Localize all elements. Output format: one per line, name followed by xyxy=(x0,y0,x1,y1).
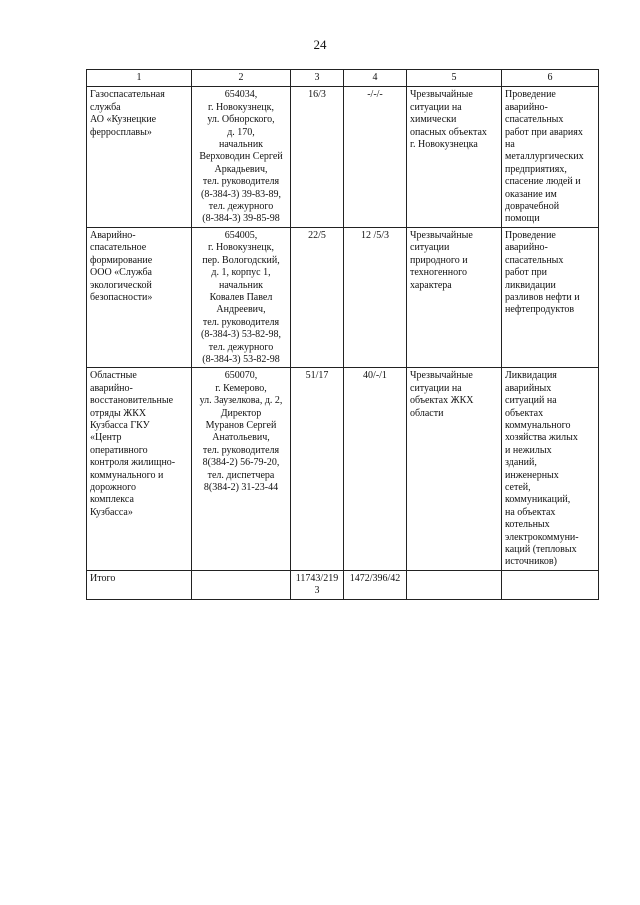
cell-text-line: 654005, xyxy=(224,229,258,241)
cell-text-line: Проведение xyxy=(505,229,556,241)
header-cell-1: 1 xyxy=(87,70,192,87)
cell-text-line: объектах xyxy=(505,407,544,419)
cell-text-line: хозяйства жилых xyxy=(505,432,578,444)
unit-name-cell xyxy=(87,227,192,367)
header-cell-2: 2 xyxy=(192,70,291,87)
total-label-cell: Итого xyxy=(87,570,192,599)
header-cell-6: 6 xyxy=(502,70,599,87)
cell-text-line: ООО «Служба xyxy=(90,267,152,279)
cell-text-line: аварийно- xyxy=(90,382,133,394)
cell-text-line: тел. руководителя xyxy=(202,316,280,328)
total-col4-cell: 1472/396/42 xyxy=(344,570,407,599)
cell-text-line: природного и xyxy=(410,254,468,266)
header-cell-3: 3 xyxy=(291,70,344,87)
cell-text-line: Ликвидация xyxy=(505,370,557,382)
cell-text-line: ситуации xyxy=(410,242,450,254)
col3-cell: 22/5 xyxy=(291,227,344,367)
col3-cell: 16/3 xyxy=(291,87,344,227)
cell-text-line: нефтепродуктов xyxy=(505,304,575,316)
cell-text-line: 8(384-2) 56-79-20, xyxy=(202,457,280,469)
page-number: 24 xyxy=(313,37,327,52)
cell-text-line: 650070, xyxy=(224,370,258,382)
table-row xyxy=(87,227,599,367)
cell-text-line: разливов нефти и xyxy=(505,291,580,303)
cell-text-line: Кузбасса ГКУ xyxy=(90,419,150,431)
cell-text-line: г. Новокузнецка xyxy=(410,139,478,151)
cell-text-line: служба xyxy=(90,101,121,113)
cell-text-line: ситуаций на xyxy=(505,395,557,407)
cell-text-line: Директор xyxy=(220,407,262,419)
cell-text-line: объектах ЖКХ xyxy=(410,395,474,407)
cell-text-line: электрокоммуни- xyxy=(505,531,579,543)
total-empty-cell xyxy=(502,570,599,599)
unit-name-cell xyxy=(87,87,192,227)
cell-text-line: отряды ЖКХ xyxy=(90,407,147,419)
cell-text-line: Анатольевич, xyxy=(212,432,270,444)
cell-text-line: Чрезвычайные xyxy=(410,370,473,382)
cell-text-line: контроля жилищно- xyxy=(90,457,176,469)
cell-text-line: д. 170, xyxy=(227,126,255,138)
cell-text-line: химически xyxy=(410,114,457,126)
cell-text-line: источников) xyxy=(505,556,557,568)
cell-text-line: области xyxy=(410,407,444,419)
cell-text-line: дорожного xyxy=(90,482,136,493)
cell-text-line: спасательное xyxy=(90,242,147,254)
address-contacts-cell xyxy=(192,227,291,367)
cell-text-line: спасение людей и xyxy=(505,176,581,188)
cell-text-line: г. Новокузнецк, xyxy=(207,242,274,254)
col4-cell: 12 /5/3 xyxy=(344,227,407,367)
cell-text-line: ситуации на xyxy=(410,382,462,394)
cell-text-line: Аварийно- xyxy=(90,229,136,241)
address-contacts-cell xyxy=(192,87,291,227)
cell-text-line: пер. Вологодский, xyxy=(202,254,280,266)
cell-text-line: Чрезвычайные xyxy=(410,89,473,101)
cell-text-line: тел. дежурного xyxy=(208,201,274,213)
cell-text-line: Областные xyxy=(90,370,137,382)
cell-text-line: и нежилых xyxy=(505,444,552,456)
cell-text-line: ликвидации xyxy=(505,279,556,291)
col4-cell: 40/-/1 xyxy=(344,368,407,571)
cell-text-line: ситуации на xyxy=(410,101,462,113)
cell-text-line: Проведение xyxy=(505,89,556,101)
cell-text-line: формирование xyxy=(90,254,153,266)
cell-text-line: характера xyxy=(410,279,452,291)
cell-text-line: Чрезвычайные xyxy=(410,229,473,241)
unit-name-cell xyxy=(87,368,192,571)
cell-text-line: Ковалев Павел xyxy=(209,291,273,303)
works-cell xyxy=(502,87,599,227)
cell-text-line: работ при авариях xyxy=(505,126,583,138)
header-row xyxy=(87,70,599,87)
cell-text-line: зданий, xyxy=(505,457,537,469)
cell-text-line: опасных объектах xyxy=(410,126,487,138)
works-cell xyxy=(502,368,599,571)
cell-text-line: Муранов Сергей xyxy=(205,419,277,431)
address-contacts-cell xyxy=(192,368,291,571)
col3-cell: 51/17 xyxy=(291,368,344,571)
cell-text-line: начальник xyxy=(218,279,264,291)
cell-text-line: спасательных xyxy=(505,254,564,266)
cell-text-line: Газоспасательная xyxy=(90,89,165,101)
table-row xyxy=(87,368,599,571)
cell-text-line: восстановительные xyxy=(90,395,174,407)
cell-text-line: коммунального xyxy=(505,419,571,431)
cell-text-line: коммуникаций, xyxy=(505,494,571,506)
cell-text-line: «Центр xyxy=(90,432,122,444)
cell-text-line: предприятиях, xyxy=(505,163,567,175)
cell-text-line: тел. руководителя xyxy=(202,176,280,188)
cell-text-line: коммунального и xyxy=(90,469,164,481)
rescue-units-table xyxy=(86,69,599,600)
cell-text-line: доврачебной xyxy=(505,201,560,213)
cell-text-line: на объектах xyxy=(505,506,556,518)
cell-text-line: металлургических xyxy=(505,151,584,163)
cell-text-line: Аркадьевич, xyxy=(214,163,268,175)
table-row xyxy=(87,87,599,227)
cell-text-line: ферросплавы» xyxy=(90,126,152,138)
cell-text-line: (8-384-3) 53-82-98 xyxy=(202,353,280,365)
cell-text-line: котельных xyxy=(505,519,550,531)
situation-cell xyxy=(407,368,502,571)
cell-text-line: спасательных xyxy=(505,114,564,126)
cell-text-line: экологической xyxy=(90,279,152,291)
cell-text-line: каций (тепловых xyxy=(505,544,577,556)
total-empty-cell xyxy=(192,570,291,599)
cell-text-line: тел. дежурного xyxy=(208,341,274,353)
cell-text-line: тел. руководителя xyxy=(202,444,280,456)
situation-cell xyxy=(407,87,502,227)
cell-text-line: сетей, xyxy=(505,482,531,493)
cell-text-line: Верховодин Сергей xyxy=(199,151,283,163)
cell-text-line: аварийно- xyxy=(505,242,548,254)
works-cell xyxy=(502,227,599,367)
cell-text-line: Андреевич, xyxy=(216,304,266,316)
total-row xyxy=(87,570,599,599)
cell-text-line: оказание им xyxy=(505,188,557,200)
cell-text-line: (8-384-3) 53-82-98, xyxy=(201,329,281,341)
cell-text-line: 8(384-2) 31-23-44 xyxy=(203,482,279,493)
cell-text-line: помощи xyxy=(505,213,540,225)
cell-text-line: на xyxy=(505,139,515,151)
cell-text-line: (8-384-3) 39-85-98 xyxy=(202,213,280,225)
cell-text-line: работ при xyxy=(505,267,547,279)
cell-text-line: (8-384-3) 39-83-89, xyxy=(201,188,281,200)
header-cell-4: 4 xyxy=(344,70,407,87)
cell-text-line: безопасности» xyxy=(90,291,153,303)
cell-text-line: д. 1, корпус 1, xyxy=(211,267,271,279)
cell-text-line: г. Кемерово, xyxy=(215,382,267,394)
situation-cell xyxy=(407,227,502,367)
cell-text-line: начальник xyxy=(218,139,264,151)
cell-text-line: ул. Заузелкова, д. 2, xyxy=(199,395,283,407)
cell-text-line: оперативного xyxy=(90,444,148,456)
total-empty-cell xyxy=(407,570,502,599)
cell-text-line: 654034, xyxy=(224,89,258,101)
total-col3-cell: 11743/2193 xyxy=(291,570,344,599)
cell-text-line: комплекса xyxy=(90,494,134,506)
cell-text-line: г. Новокузнецк, xyxy=(207,101,274,113)
cell-text-line: АО «Кузнецкие xyxy=(90,114,157,126)
cell-text-line: техногенного xyxy=(410,267,467,279)
col4-cell: -/-/- xyxy=(344,87,407,227)
cell-text-line: Кузбасса» xyxy=(90,506,133,518)
header-cell-5: 5 xyxy=(407,70,502,87)
cell-text-line: инженерных xyxy=(505,469,559,481)
cell-text-line: тел. диспетчера xyxy=(207,469,275,481)
cell-text-line: ул. Обнорского, xyxy=(207,114,275,126)
cell-text-line: аварийных xyxy=(505,382,552,394)
cell-text-line: аварийно- xyxy=(505,101,548,113)
